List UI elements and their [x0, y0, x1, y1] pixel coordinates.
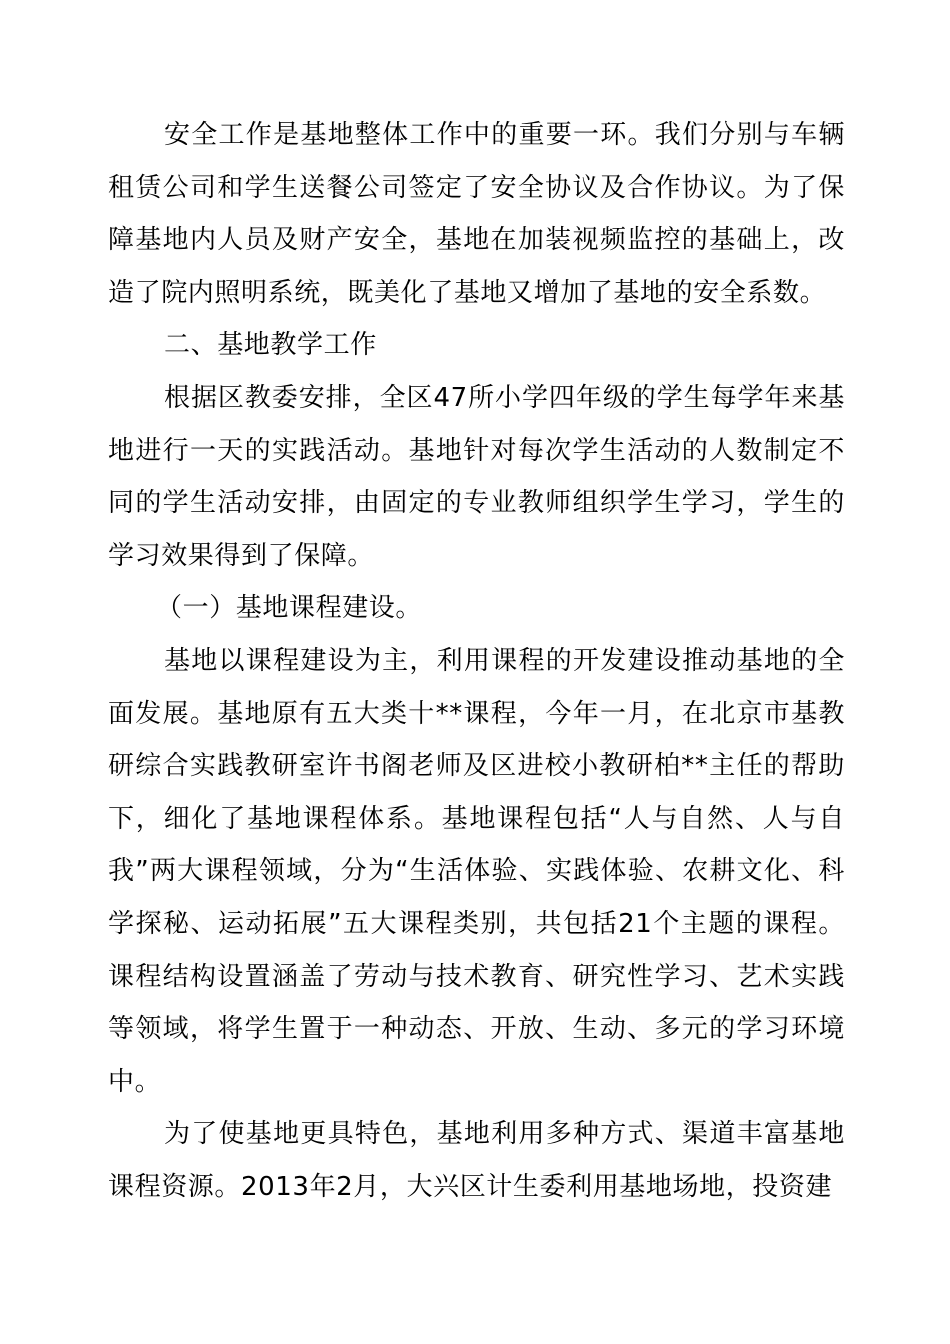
- paragraph-teaching-arrangement: 根据区教委安排，全区47所小学四年级的学生每学年来基地进行一天的实践活动。基地针对每次学生活动的人数制定不同的学生活动安排，由固定的专业教师组织学生学习，学生的学习效果得到了保障。: [108, 382, 845, 571]
- paragraph-curriculum-resources: 为了使基地更具特色，基地利用多种方式、渠道丰富基地课程资源。2013年2月，大兴区计生委利用基地场地，投资建: [108, 1119, 845, 1202]
- paragraph-safety-work: 安全工作是基地整体工作中的重要一环。我们分别与车辆租赁公司和学生送餐公司签定了安全协议及合作协议。为了保障基地内人员及财产安全，基地在加装视频监控的基础上，改造了院内照明系统，既美化了基地又增加了基地的安全系数。: [108, 120, 845, 308]
- subsection-heading-curriculum: （一）基地课程建设。: [156, 593, 423, 624]
- document-page: [108, 109, 845, 1213]
- section-heading-teaching-work: 二、基地教学工作: [164, 330, 377, 361]
- paragraph-curriculum-construction: 基地以课程建设为主，利用课程的开发建设推动基地的全面发展。基地原有五大类十**课程，今年一月，在北京市基教研综合实践教研室许书阁老师及区进校小教研柏**主任的帮助下，细化了基地课程体系。基地课程包括“人与自然、人与自我”两大课程领域，分为“生活体验、实践体验、农耕文化、科学探秘、运动拓展”五大课程类别，共包括21个主题的课程。课程结构设置涵盖了劳动与技术教育、研究性学习、艺术实践等领域，将学生置于一种动态、开放、生动、多元的学习环境中。: [108, 645, 845, 1097]
